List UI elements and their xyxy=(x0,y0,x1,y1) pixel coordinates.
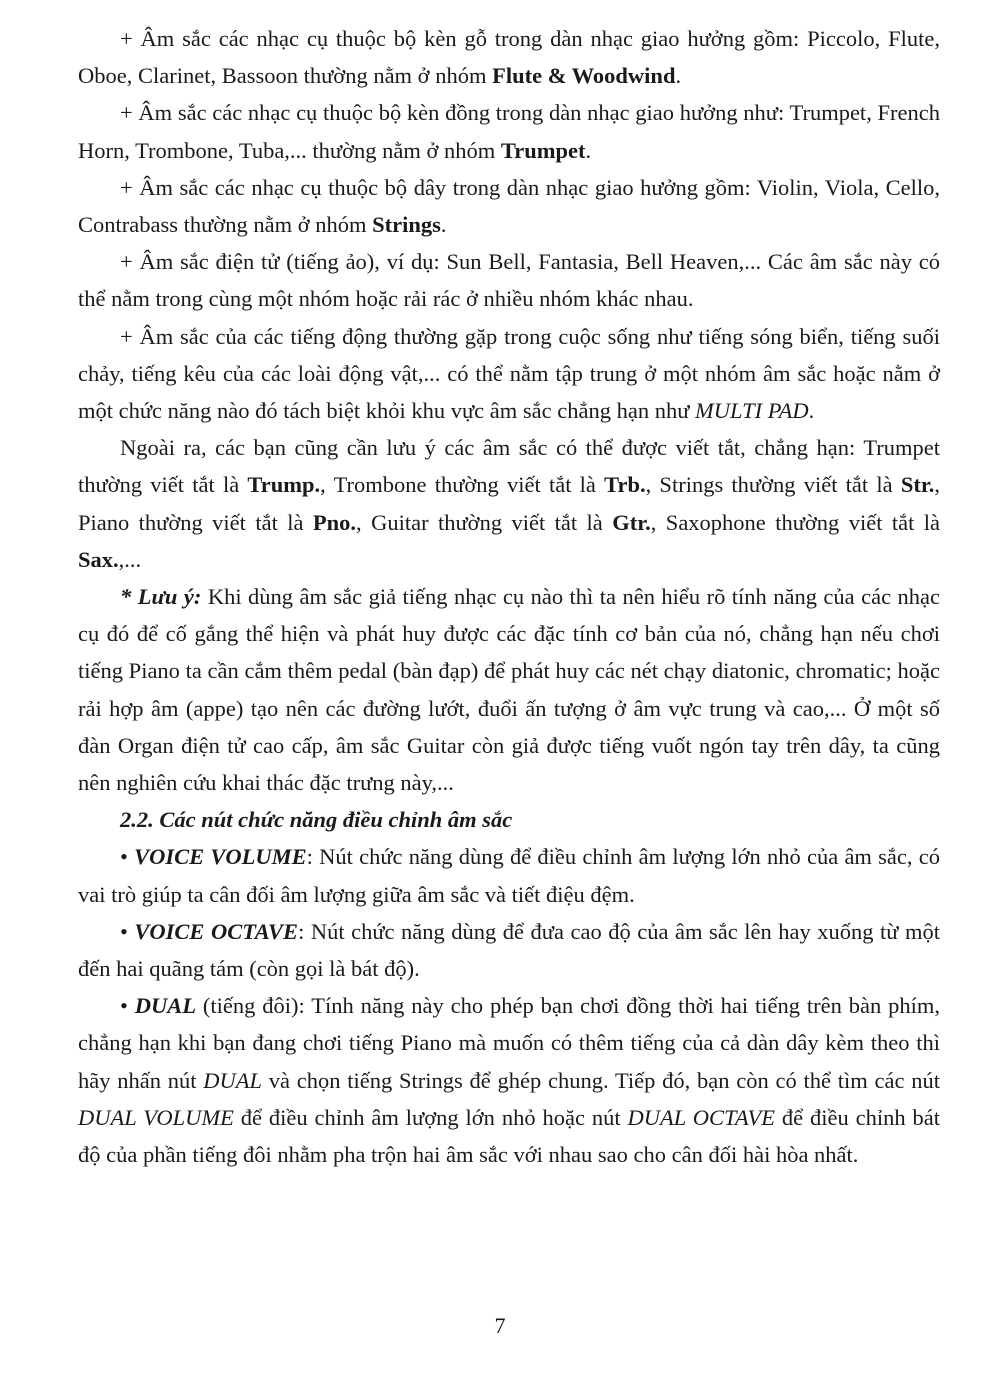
text-run: (tiếng đôi): Tính năng này cho phép bạn chơi đồng thời hai tiếng trên bàn phím, chẳng hạn khi bạn đang chơi tiếng Piano mà muốn có thêm tiếng của cả dàn dây kèm theo thì hãy nhấn nút xyxy=(78,993,940,1093)
text-run: , Saxophone thường viết tắt là xyxy=(650,509,941,535)
paragraph-strings xyxy=(78,169,940,243)
paragraph-dual xyxy=(78,987,940,1173)
paragraph-voice-octave xyxy=(78,913,940,987)
text-run: DUAL xyxy=(134,993,197,1019)
paragraph-sound-effects xyxy=(78,318,940,430)
text-run: Ngoài ra, các bạn cũng cần lưu ý các âm sắc có thể được viết tắt, chẳng hạn: Trumpet thường viết tắt là xyxy=(78,435,940,498)
text-run: * Lưu ý: xyxy=(120,584,202,610)
text-run: . xyxy=(440,212,447,238)
text-run: VOICE OCTAVE xyxy=(134,918,299,944)
text-run: • xyxy=(120,993,135,1019)
text-run: ,... xyxy=(118,546,142,572)
text-run: để điều chỉnh bát độ của phần tiếng đôi nhằm pha trộn hai âm sắc với nhau sao cho cân đối hài hòa nhất. xyxy=(78,1104,941,1168)
text-run: DUAL xyxy=(203,1067,263,1093)
section-heading xyxy=(78,801,940,838)
text-run: Gtr. xyxy=(612,509,651,535)
text-run: VOICE VOLUME xyxy=(134,844,307,870)
paragraph-woodwind xyxy=(78,20,940,94)
paragraph-voice-volume xyxy=(78,838,940,912)
text-run: . xyxy=(585,137,592,163)
text-run: : Nút chức năng dùng để đưa cao độ của âm sắc lên hay xuống từ một đến hai quãng tám (còn gọi là bát độ). xyxy=(78,918,940,982)
body-text xyxy=(78,20,940,1173)
text-run: Trb. xyxy=(604,472,646,498)
text-run: + Âm sắc các nhạc cụ thuộc bộ kèn đồng trong dàn nhạc giao hưởng như: Trumpet, French Horn, Trombone, Tuba,... thường nằm ở nhóm xyxy=(78,100,940,163)
text-run: , Trombone thường viết tắt là xyxy=(320,472,605,498)
text-run: Trumpet xyxy=(500,137,586,163)
text-run: + Âm sắc điện tử (tiếng ảo), ví dụ: Sun Bell, Fantasia, Bell Heaven,... Các âm sắc này có thể nằm trong cùng một nhóm hoặc rải rác ở nhiều nhóm khác nhau. xyxy=(78,249,940,312)
paragraph-brass xyxy=(78,94,940,168)
text-run: : Nút chức năng dùng để điều chỉnh âm lượng lớn nhỏ của âm sắc, có vai trò giúp ta cân đối âm lượng giữa âm sắc và tiết điệu đệm. xyxy=(78,844,940,907)
text-run: Flute & Woodwind xyxy=(492,63,676,89)
text-run: Sax. xyxy=(78,546,119,572)
text-run: Str. xyxy=(900,472,935,498)
text-run: . xyxy=(808,398,815,424)
text-run: Trump. xyxy=(247,472,321,498)
text-run: , Guitar thường viết tắt là xyxy=(356,509,613,535)
text-run: để điều chỉnh âm lượng lớn nhỏ hoặc nút xyxy=(233,1104,628,1130)
text-run: Khi dùng âm sắc giả tiếng nhạc cụ nào thì ta nên hiểu rõ tính năng của các nhạc cụ đó để cố gắng thể hiện và phát huy được các đặc tính cơ bản của nó, chẳng hạn nếu chơi tiếng Piano ta cần cắm thêm pedal (bàn đạp) để phát huy các nét chạy diatonic, chromatic; hoặc rải hợp âm (appe) tạo nên các đường lướt, đuổi ấn tượng ở âm vực trung và cao,... Ở một số đàn Organ điện tử cao cấp, âm sắc Guitar còn giả được tiếng vuốt ngón tay trên dây, ta cũng nên nghiên cứu khai thác đặc trưng này,... xyxy=(78,584,940,796)
text-run: DUAL OCTAVE xyxy=(627,1104,775,1130)
text-run: + Âm sắc của các tiếng động thường gặp trong cuộc sống như tiếng sóng biển, tiếng suối chảy, tiếng kêu của các loài động vật,... có thể nằm tập trung ở một nhóm âm sắc hoặc nằm ở một chức năng nào đó tách biệt khỏi khu vực âm sắc chẳng hạn như xyxy=(78,323,940,424)
text-run: và chọn tiếng Strings để ghép chung. Tiếp đó, bạn còn có thể tìm các nút xyxy=(262,1067,940,1093)
text-run: 2.2. Các nút chức năng điều chỉnh âm sắc xyxy=(120,807,513,833)
text-run: + Âm sắc các nhạc cụ thuộc bộ dây trong dàn nhạc giao hưởng gồm: Violin, Viola, Cello, Contrabass thường nằm ở nhóm xyxy=(78,174,940,238)
text-run: + Âm sắc các nhạc cụ thuộc bộ kèn gỗ trong dàn nhạc giao hưởng gồm: Piccolo, Flute, Oboe, Clarinet, Bassoon thường nằm ở nhóm xyxy=(78,26,940,89)
text-run: • xyxy=(120,918,135,944)
text-run: Pno. xyxy=(312,509,357,535)
text-run: Strings xyxy=(372,212,441,238)
text-run: MULTI PAD xyxy=(695,398,809,424)
paragraph-note xyxy=(78,578,940,801)
text-run: . xyxy=(675,63,682,89)
text-run: DUAL VOLUME xyxy=(78,1104,234,1130)
text-run: , Strings thường viết tắt là xyxy=(645,472,901,498)
page-number: 7 xyxy=(494,1313,506,1338)
text-run: , Piano thường viết tắt là xyxy=(78,472,941,535)
text-run: • xyxy=(120,844,135,870)
paragraph-electronic xyxy=(78,243,940,317)
paragraph-abbreviations xyxy=(78,429,940,578)
